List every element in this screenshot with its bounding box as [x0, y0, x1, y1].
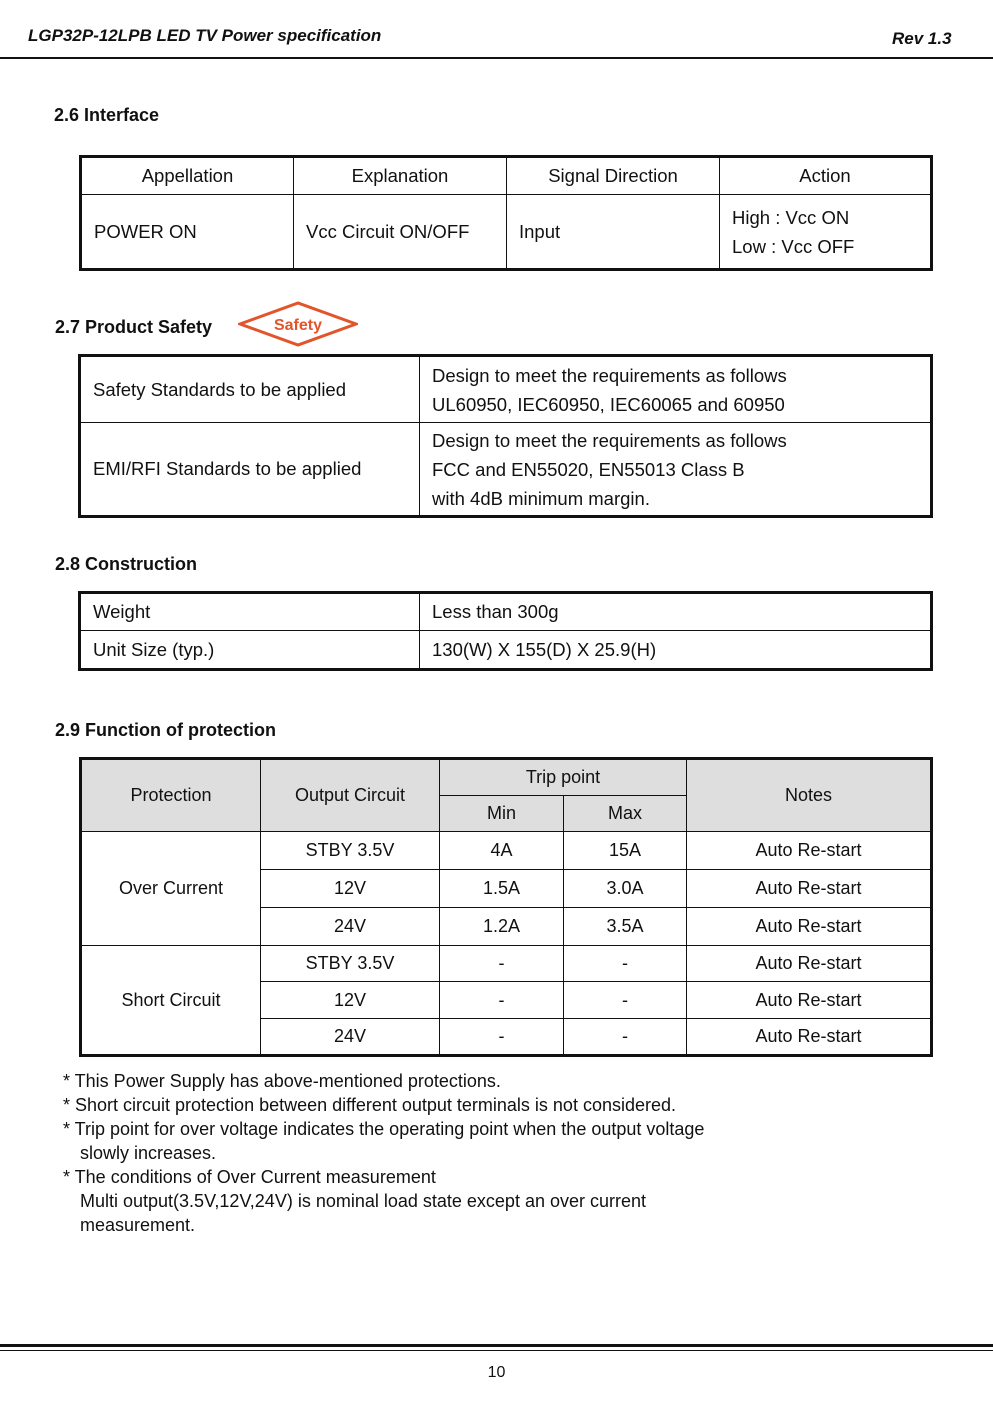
header-notes: Notes	[687, 759, 932, 832]
footnote-line: * Short circuit protection between different output terminals is not considered.	[63, 1095, 677, 1115]
safety-badge-label: Safety	[273, 317, 323, 334]
cell-max: -	[564, 1019, 687, 1056]
revision-label: Rev 1.3	[892, 29, 952, 48]
table-row	[80, 593, 932, 631]
interface-table	[79, 155, 933, 271]
group-over-current: Over Current	[81, 832, 261, 946]
value-line: Design to meet the requirements as follows	[432, 429, 787, 451]
footnote-line: slowly increases.	[80, 1143, 217, 1163]
weight-value: Less than 300g	[420, 593, 932, 631]
header-appellation: Appellation	[81, 157, 294, 195]
footnote-line: * This Power Supply has above-mentioned protections.	[63, 1071, 501, 1091]
cell-explanation: Vcc Circuit ON/OFF	[294, 195, 507, 270]
cell-max: -	[564, 982, 687, 1019]
safety-standards-value	[420, 356, 932, 423]
cell-max: 3.5A	[564, 908, 687, 946]
emi-standards-value	[420, 423, 932, 517]
table-row	[81, 195, 932, 270]
table-row	[80, 631, 932, 670]
section-heading-interface: 2.6 Interface	[54, 105, 160, 125]
cell-notes: Auto Re-start	[687, 946, 932, 982]
cell-notes: Auto Re-start	[687, 982, 932, 1019]
footnote-line: Multi output(3.5V,12V,24V) is nominal load state except an over current	[80, 1191, 647, 1211]
cell-output: STBY 3.5V	[261, 832, 440, 870]
header-output-circuit: Output Circuit	[261, 759, 440, 832]
cell-output: 12V	[261, 870, 440, 908]
safety-standards-label: Safety Standards to be applied	[80, 356, 420, 423]
protection-footnotes	[63, 1069, 704, 1237]
cell-max: 3.0A	[564, 870, 687, 908]
footer-divider	[0, 1344, 993, 1347]
cell-min: -	[440, 1019, 564, 1056]
emi-standards-label: EMI/RFI Standards to be applied	[80, 423, 420, 517]
weight-label: Weight	[80, 593, 420, 631]
header-max: Max	[564, 796, 687, 832]
cell-output: 12V	[261, 982, 440, 1019]
footer-divider-thin	[0, 1350, 993, 1351]
value-line: UL60950, IEC60950, IEC60065 and 60950	[432, 393, 785, 415]
cell-max: -	[564, 946, 687, 982]
cell-max: 15A	[564, 832, 687, 870]
cell-appellation: POWER ON	[81, 195, 294, 270]
value-line: FCC and EN55020, EN55013 Class B	[432, 458, 745, 480]
protection-table	[79, 757, 933, 1057]
cell-min: 1.5A	[440, 870, 564, 908]
cell-notes: Auto Re-start	[687, 870, 932, 908]
construction-table	[78, 591, 933, 671]
header-signal-direction: Signal Direction	[507, 157, 720, 195]
value-line: with 4dB minimum margin.	[432, 487, 650, 509]
section-heading-protection: 2.9 Function of protection	[55, 720, 276, 740]
safety-badge-icon	[238, 301, 358, 347]
footnote-line: measurement.	[80, 1215, 196, 1235]
section-heading-construction: 2.8 Construction	[55, 554, 198, 574]
table-row	[81, 832, 932, 870]
cell-notes: Auto Re-start	[687, 908, 932, 946]
table-row	[80, 356, 932, 423]
cell-min: -	[440, 982, 564, 1019]
table-header-row	[81, 759, 932, 796]
header-trip-point: Trip point	[440, 759, 687, 796]
action-line: Low : Vcc OFF	[732, 235, 855, 257]
action-line: High : Vcc ON	[732, 206, 850, 228]
unit-size-label: Unit Size (typ.)	[80, 631, 420, 670]
cell-notes: Auto Re-start	[687, 832, 932, 870]
header-divider	[0, 57, 993, 59]
cell-min: 4A	[440, 832, 564, 870]
cell-direction: Input	[507, 195, 720, 270]
document-title: LGP32P-12LPB LED TV Power specification	[28, 26, 382, 45]
header-action: Action	[720, 157, 932, 195]
cell-output: 24V	[261, 908, 440, 946]
cell-action	[720, 195, 932, 270]
cell-output: 24V	[261, 1019, 440, 1056]
footnote-line: * The conditions of Over Current measurement	[63, 1167, 436, 1187]
header-min: Min	[440, 796, 564, 832]
table-row	[81, 946, 932, 982]
product-safety-table	[78, 354, 933, 518]
cell-min: 1.2A	[440, 908, 564, 946]
header-protection: Protection	[81, 759, 261, 832]
header-explanation: Explanation	[294, 157, 507, 195]
cell-notes: Auto Re-start	[687, 1019, 932, 1056]
section-heading-product-safety: 2.7 Product Safety	[55, 317, 213, 337]
cell-output: STBY 3.5V	[261, 946, 440, 982]
unit-size-value: 130(W) X 155(D) X 25.9(H)	[420, 631, 932, 670]
table-row	[80, 423, 932, 517]
value-line: Design to meet the requirements as follows	[432, 364, 787, 386]
group-short-circuit: Short Circuit	[81, 946, 261, 1056]
cell-min: -	[440, 946, 564, 982]
footnote-line: * Trip point for over voltage indicates the operating point when the output voltage	[63, 1119, 705, 1139]
table-header-row	[81, 157, 932, 195]
page-number: 10	[487, 1364, 506, 1381]
